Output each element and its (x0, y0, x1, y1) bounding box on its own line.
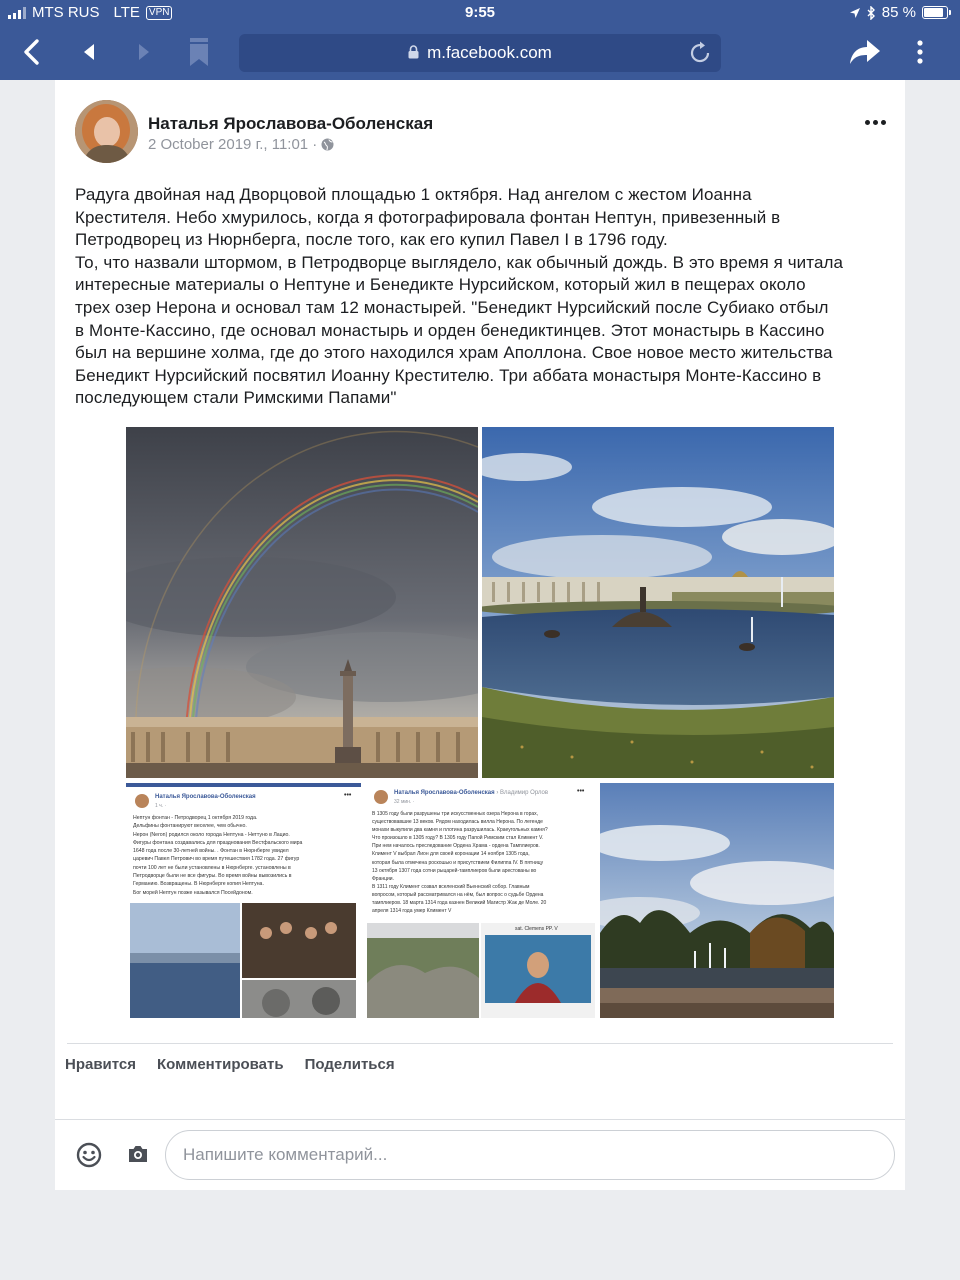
status-bar (0, 0, 960, 26)
shot1-line: Дельфины фонтанируют веселее, чем обычно. (133, 823, 247, 830)
next-icon (137, 43, 151, 61)
shot2-line: При нем началось преследование Ордена Храма - ордена Тамплиеров. (372, 843, 540, 850)
photo-fb-screenshot-clement[interactable] (365, 783, 600, 1018)
post-text-line: в Монте-Кассино, где основал монастырь и орден бенедиктинцев. Этот монастырь в Кассино (75, 320, 825, 340)
author-avatar[interactable] (75, 100, 138, 163)
location-icon (849, 7, 861, 19)
back-button[interactable] (14, 34, 50, 70)
back-icon (22, 38, 42, 66)
post-text-line: последующем стали Римскими Папами" (75, 388, 397, 408)
shot2-more-icon: ••• (577, 788, 585, 795)
globe-icon (321, 138, 334, 151)
lock-icon (408, 45, 419, 59)
shot1-line: Фигуры фонтана создавались для празднования Вестфальского мира (133, 839, 303, 846)
comment-button[interactable]: Комментировать (157, 1056, 284, 1073)
post-text-line: То, что назвали штормом, в Петродворце выглядело, как обычный дождь. В это время я читала (75, 252, 844, 272)
prev-icon (82, 43, 96, 61)
status-time: 9:55 (464, 4, 496, 21)
network-label: LTE (113, 4, 140, 21)
photo-park-fountains[interactable] (600, 783, 834, 1018)
menu-icon (917, 40, 923, 64)
author-name[interactable]: Наталья Ярославова-Оболенская (148, 114, 434, 133)
post-text-line: Бенедикт Нурсийский посвятил Иоанну Крестителю. Три аббата монастыря Монте-Кассино в (75, 365, 822, 385)
shot1-line: почти 100 лет не были установлены в Нюрнберге. установлены в (133, 864, 291, 871)
shot2-text (372, 810, 600, 915)
comment-composer (55, 1120, 905, 1190)
shot1-line: царевич Павел Петрович во время путешествия 1782 года. 27 фигур (133, 856, 300, 863)
share-icon (849, 38, 881, 66)
shot1-line: 1648 года после 30-летней войны. . Фонтан в Нюрнберге увидел (133, 848, 289, 855)
address-bar[interactable] (239, 34, 721, 72)
share-page-button[interactable] (845, 34, 885, 70)
photo-petrodvorets-fountain[interactable] (482, 427, 834, 778)
post-timestamp[interactable]: 2 October 2019 г., 11:01 · (148, 136, 318, 153)
post-options-button[interactable] (865, 120, 889, 130)
photo-grid (126, 427, 834, 1018)
shot1-author: Наталья Ярославова-Оболенская (155, 794, 256, 800)
shot2-author: Наталья Ярославова-Оболенская (394, 790, 495, 796)
address-content (239, 43, 721, 63)
shot2-line: существовавшие 13 веков. Рядом находилась вилла Нерона. По легенде (372, 819, 543, 826)
shot2-line: В 1311 году Климент созвал вселенский Вьеннский собор. Главным (372, 883, 530, 890)
shot2-line: 13 октября 1307 года сотни рыцарей-тамплиеров были арестованы во (372, 867, 537, 874)
bookmark-icon (189, 37, 209, 67)
post-card (55, 80, 905, 1190)
battery-fill (924, 8, 943, 17)
post-text-line: интересные материалы о Нептуне и Бенедикте Нурсийском, который жил в пещерах около (75, 275, 806, 295)
shot1-line: Нептун фонтан - Петродворец 1 октября 2019 года. (133, 815, 258, 821)
bookmark-button[interactable] (181, 34, 217, 70)
avatar-image (75, 100, 138, 163)
share-button[interactable]: Поделиться (304, 1056, 395, 1073)
shot2-header (394, 790, 548, 796)
post-text-line: был на вершине холма, где до этого находился храм Аполлона. Свое новое место жительства (75, 343, 833, 363)
shot1-more-icon: ••• (344, 792, 352, 799)
menu-button[interactable] (902, 34, 938, 70)
bluetooth-icon (867, 6, 876, 20)
comment-input[interactable] (165, 1130, 895, 1180)
photo-rainbow-palace-square[interactable] (126, 427, 478, 778)
shot2-meta: 32 мин. · (394, 799, 415, 805)
post-text-line: Крестителя. Небо хмурилось, когда я фотографировала фонтан Нептун, привезенный в (75, 207, 781, 227)
next-page-button[interactable] (126, 34, 162, 70)
battery-icon (922, 6, 948, 19)
reload-icon[interactable] (687, 40, 713, 66)
browser-top-bar (0, 0, 960, 80)
shot2-line: тамплиеров. 18 марта 1314 года казнен Великий Магистр Жак де Моле. 20 (372, 900, 547, 907)
more-dot (873, 120, 878, 125)
like-button[interactable]: Нравится (65, 1056, 137, 1073)
post-text-line: трех озер Нерона и основал там 12 монастырей. "Бенедикт Нурсийский после Субиако отбыл (75, 297, 829, 317)
shot2-line: которая была отмечена роскошью и присутствием Филиппа IV. В пятницу (372, 859, 544, 866)
more-dot (865, 120, 870, 125)
emoji-icon[interactable] (76, 1142, 102, 1168)
post-text-line: Петродворец из Нюрнберга, после того, как его купил Павел I в 1796 году. (75, 230, 668, 250)
shot2-line: Франции. (372, 875, 394, 882)
shot2-line: В 1305 году были разрушены три искусственных озера Нерона в горах, (372, 811, 539, 817)
shot2-line: Климент V выбрал Лион для своей коронации 14 ноября 1305 года, (372, 851, 530, 858)
shot1-line: Германию. Возвращены. В Нюрнберге копия Нептуна. (133, 881, 264, 888)
shot2-line: монахи выкупили два камня и плотина разрушилась. Краеугольных камня? (372, 827, 548, 834)
camera-icon[interactable] (127, 1144, 149, 1164)
shot2-with: › Владимир Орлов (496, 790, 549, 796)
carrier-label: MTS RUS (32, 4, 100, 21)
shot2-line: апреля 1314 года умер Климент V (372, 908, 452, 915)
shot2-caption: sat. Clemens PP. V (515, 926, 558, 932)
actions-top-divider (67, 1043, 893, 1044)
shot1-text (133, 814, 359, 897)
shot2-line: вопросом, который рассматривался на нём, был вопрос о судьбе Ордена (372, 891, 544, 898)
url-text: m.facebook.com (427, 43, 552, 62)
shot1-line: Петродворце были не все фигуры. Во время войны вывозились в (133, 873, 292, 880)
shot1-line: Бог морей Нептун позже назывался Посейдоном. (133, 889, 253, 896)
shot2-line: Что произошло в 1305 году? В 1305 году Папой Римским стал Климент V. (372, 835, 544, 842)
photo-fb-screenshot-neptune[interactable] (126, 783, 361, 1018)
vpn-badge: VPN (146, 6, 173, 20)
post-actions (65, 1056, 395, 1073)
status-right (849, 4, 948, 21)
prev-page-button[interactable] (71, 34, 107, 70)
post-text (75, 184, 890, 410)
battery-label: 85 % (881, 4, 916, 21)
post-text-line: Радуга двойная над Дворцовой площадью 1 октября. Над ангелом с жестом Иоанна (75, 185, 752, 204)
post-meta (148, 136, 334, 153)
more-dot (881, 120, 886, 125)
shot1-meta: 1 ч. · (155, 803, 167, 809)
shot1-line: Нерон (Neron) родился около города Нептуна - Неттуно в Лацио. (133, 831, 290, 838)
